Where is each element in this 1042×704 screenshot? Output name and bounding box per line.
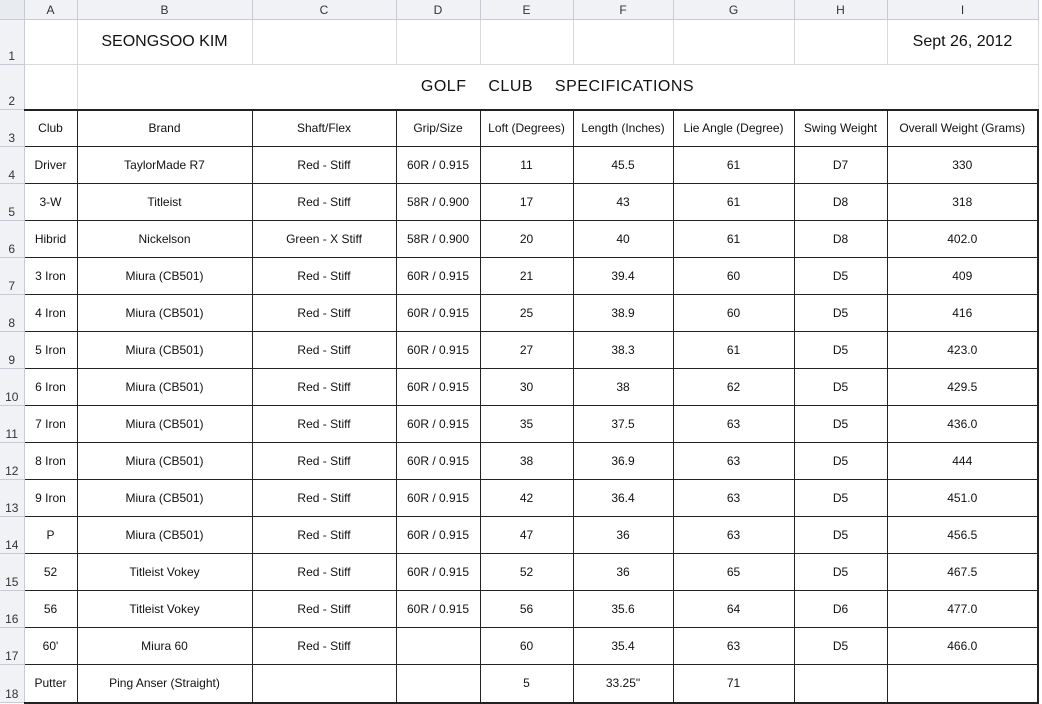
cell-swing-weight[interactable]: D5	[794, 554, 887, 591]
cell-loft[interactable]: 21	[480, 258, 573, 295]
column-title-grip-size[interactable]: Grip/Size	[396, 110, 480, 147]
table-row	[0, 369, 1038, 406]
cell-club[interactable]: Putter	[24, 665, 77, 703]
cell-club[interactable]: 7 Iron	[24, 406, 77, 443]
cell-overall-weight[interactable]: 429.5	[887, 369, 1038, 406]
row-header-4[interactable]: 4	[0, 147, 24, 184]
column-title-loft[interactable]: Loft (Degrees)	[480, 110, 573, 147]
sheet-date[interactable]: Sept 26, 2012	[887, 20, 1038, 65]
cell-loft[interactable]: 38	[480, 443, 573, 480]
cell-brand[interactable]: Miura (CB501)	[77, 332, 252, 369]
cell-brand[interactable]: Miura (CB501)	[77, 517, 252, 554]
cell-shaft-flex[interactable]: Red - Stiff	[252, 295, 396, 332]
column-title-lie-angle[interactable]: Lie Angle (Degree)	[673, 110, 794, 147]
table-row	[0, 258, 1038, 295]
row-header-18[interactable]: 18	[0, 665, 24, 703]
cell-overall-weight[interactable]: 436.0	[887, 406, 1038, 443]
cell-length[interactable]: 38.9	[573, 295, 673, 332]
cell-length[interactable]: 33.25"	[573, 665, 673, 703]
column-title-shaft-flex[interactable]: Shaft/Flex	[252, 110, 396, 147]
cell-lie-angle[interactable]: 63	[673, 480, 794, 517]
cell-grip-size[interactable]: 60R / 0.915	[396, 295, 480, 332]
cell-loft[interactable]: 5	[480, 665, 573, 703]
row-header-9[interactable]: 9	[0, 332, 24, 369]
cell-club[interactable]: P	[24, 517, 77, 554]
cell-swing-weight[interactable]: D8	[794, 184, 887, 221]
cell-swing-weight[interactable]: D6	[794, 591, 887, 628]
cell-length[interactable]: 35.6	[573, 591, 673, 628]
cell-shaft-flex[interactable]: Red - Stiff	[252, 480, 396, 517]
cell-brand[interactable]: Titleist Vokey	[77, 554, 252, 591]
cell-overall-weight[interactable]: 416	[887, 295, 1038, 332]
cell-shaft-flex[interactable]: Green - X Stiff	[252, 221, 396, 258]
cell-grip-size[interactable]	[396, 628, 480, 665]
cell-length[interactable]: 40	[573, 221, 673, 258]
cell-empty[interactable]	[396, 20, 480, 65]
cell-overall-weight[interactable]: 402.0	[887, 221, 1038, 258]
cell-shaft-flex[interactable]: Red - Stiff	[252, 443, 396, 480]
cell-loft[interactable]: 17	[480, 184, 573, 221]
cell-overall-weight[interactable]	[887, 665, 1038, 703]
cell-grip-size[interactable]: 60R / 0.915	[396, 517, 480, 554]
row-header-1[interactable]: 1	[0, 20, 24, 65]
cell-club[interactable]: 60'	[24, 628, 77, 665]
column-header-b[interactable]: B	[77, 0, 252, 20]
cell-lie-angle[interactable]: 63	[673, 628, 794, 665]
row-header-17[interactable]: 17	[0, 628, 24, 665]
table-row	[0, 147, 1038, 184]
cell-brand[interactable]: Ping Anser (Straight)	[77, 665, 252, 703]
cell-club[interactable]: 3-W	[24, 184, 77, 221]
column-header-h[interactable]: H	[794, 0, 887, 20]
cell-swing-weight[interactable]	[794, 665, 887, 703]
cell-lie-angle[interactable]: 61	[673, 221, 794, 258]
table-row	[0, 665, 1038, 703]
cell-empty[interactable]	[673, 20, 794, 65]
cell-brand[interactable]: Miura (CB501)	[77, 443, 252, 480]
cell-empty[interactable]	[480, 20, 573, 65]
cell-lie-angle[interactable]: 61	[673, 332, 794, 369]
cell-empty[interactable]	[573, 20, 673, 65]
cell-length[interactable]: 36	[573, 554, 673, 591]
cell-lie-angle[interactable]: 63	[673, 406, 794, 443]
cell-loft[interactable]: 30	[480, 369, 573, 406]
cell-swing-weight[interactable]: D7	[794, 147, 887, 184]
column-header-row	[0, 0, 1038, 20]
row-header-11[interactable]: 11	[0, 406, 24, 443]
cell-loft[interactable]: 11	[480, 147, 573, 184]
cell-grip-size[interactable]: 60R / 0.915	[396, 369, 480, 406]
cell-a1[interactable]	[24, 20, 77, 65]
column-title-club[interactable]: Club	[24, 110, 77, 147]
cell-grip-size[interactable]: 60R / 0.915	[396, 554, 480, 591]
cell-shaft-flex[interactable]: Red - Stiff	[252, 591, 396, 628]
cell-loft[interactable]: 27	[480, 332, 573, 369]
cell-overall-weight[interactable]: 318	[887, 184, 1038, 221]
cell-swing-weight[interactable]: D5	[794, 258, 887, 295]
cell-brand[interactable]: Miura (CB501)	[77, 369, 252, 406]
cell-length[interactable]: 38	[573, 369, 673, 406]
cell-lie-angle[interactable]: 62	[673, 369, 794, 406]
cell-swing-weight[interactable]: D5	[794, 480, 887, 517]
column-header-d[interactable]: D	[396, 0, 480, 20]
cell-club[interactable]: 56	[24, 591, 77, 628]
cell-shaft-flex[interactable]: Red - Stiff	[252, 369, 396, 406]
cell-lie-angle[interactable]: 63	[673, 443, 794, 480]
cell-overall-weight[interactable]: 423.0	[887, 332, 1038, 369]
cell-overall-weight[interactable]: 466.0	[887, 628, 1038, 665]
cell-swing-weight[interactable]: D5	[794, 517, 887, 554]
cell-length[interactable]: 38.3	[573, 332, 673, 369]
column-header-i[interactable]: I	[887, 0, 1038, 20]
cell-swing-weight[interactable]: D5	[794, 406, 887, 443]
cell-loft[interactable]: 42	[480, 480, 573, 517]
cell-grip-size[interactable]: 60R / 0.915	[396, 443, 480, 480]
cell-brand[interactable]: Nickelson	[77, 221, 252, 258]
cell-length[interactable]: 36.4	[573, 480, 673, 517]
cell-lie-angle[interactable]: 61	[673, 147, 794, 184]
table-row	[0, 443, 1038, 480]
cell-club[interactable]: 9 Iron	[24, 480, 77, 517]
column-header-f[interactable]: F	[573, 0, 673, 20]
row-header-6[interactable]: 6	[0, 221, 24, 258]
cell-loft[interactable]: 25	[480, 295, 573, 332]
column-header-e[interactable]: E	[480, 0, 573, 20]
row-header-12[interactable]: 12	[0, 443, 24, 480]
table-row	[0, 221, 1038, 258]
cell-loft[interactable]: 52	[480, 554, 573, 591]
cell-grip-size[interactable]: 58R / 0.900	[396, 221, 480, 258]
cell-lie-angle[interactable]: 60	[673, 258, 794, 295]
owner-name[interactable]: SEONGSOO KIM	[77, 20, 252, 65]
cell-lie-angle[interactable]: 61	[673, 184, 794, 221]
cell-grip-size[interactable]: 60R / 0.915	[396, 480, 480, 517]
row-header-5[interactable]: 5	[0, 184, 24, 221]
sheet-row-1	[0, 20, 1038, 65]
column-title-swing-weight[interactable]: Swing Weight	[794, 110, 887, 147]
cell-length[interactable]: 36.9	[573, 443, 673, 480]
cell-club[interactable]: 6 Iron	[24, 369, 77, 406]
cell-swing-weight[interactable]: D5	[794, 295, 887, 332]
row-header-3[interactable]: 3	[0, 110, 24, 147]
cell-swing-weight[interactable]: D5	[794, 443, 887, 480]
table-row	[0, 480, 1038, 517]
cell-brand[interactable]: Miura (CB501)	[77, 258, 252, 295]
table-row	[0, 406, 1038, 443]
cell-shaft-flex[interactable]: Red - Stiff	[252, 406, 396, 443]
cell-length[interactable]: 37.5	[573, 406, 673, 443]
sheet-row-2	[0, 65, 1038, 110]
cell-grip-size[interactable]: 60R / 0.915	[396, 406, 480, 443]
cell-shaft-flex[interactable]: Red - Stiff	[252, 628, 396, 665]
cell-shaft-flex[interactable]: Red - Stiff	[252, 517, 396, 554]
cell-loft[interactable]: 47	[480, 517, 573, 554]
column-header-c[interactable]: C	[252, 0, 396, 20]
cell-brand[interactable]: Titleist Vokey	[77, 591, 252, 628]
table-row	[0, 295, 1038, 332]
cell-lie-angle[interactable]: 71	[673, 665, 794, 703]
row-header-10[interactable]: 10	[0, 369, 24, 406]
cell-overall-weight[interactable]: 409	[887, 258, 1038, 295]
row-header-7[interactable]: 7	[0, 258, 24, 295]
cell-club[interactable]: 3 Iron	[24, 258, 77, 295]
cell-grip-size[interactable]: 60R / 0.915	[396, 591, 480, 628]
cell-brand[interactable]: Miura 60	[77, 628, 252, 665]
cell-shaft-flex[interactable]: Red - Stiff	[252, 554, 396, 591]
cell-grip-size[interactable]: 58R / 0.900	[396, 184, 480, 221]
cell-loft[interactable]: 20	[480, 221, 573, 258]
cell-loft[interactable]: 56	[480, 591, 573, 628]
cell-empty[interactable]	[794, 20, 887, 65]
row-header-2[interactable]: 2	[0, 65, 24, 110]
cell-grip-size[interactable]: 60R / 0.915	[396, 332, 480, 369]
row-header-16[interactable]: 16	[0, 591, 24, 628]
row-header-13[interactable]: 13	[0, 480, 24, 517]
cell-club[interactable]: Driver	[24, 147, 77, 184]
table-row	[0, 517, 1038, 554]
cell-shaft-flex[interactable]	[252, 665, 396, 703]
cell-lie-angle[interactable]: 63	[673, 517, 794, 554]
row-header-8[interactable]: 8	[0, 295, 24, 332]
table-row	[0, 628, 1038, 665]
cell-length[interactable]: 35.4	[573, 628, 673, 665]
cell-brand[interactable]: Miura (CB501)	[77, 406, 252, 443]
column-title-brand[interactable]: Brand	[77, 110, 252, 147]
column-title-overall-weight[interactable]: Overall Weight (Grams)	[887, 110, 1038, 147]
column-header-g[interactable]: G	[673, 0, 794, 20]
cell-overall-weight[interactable]: 477.0	[887, 591, 1038, 628]
cell-swing-weight[interactable]: D5	[794, 332, 887, 369]
cell-club[interactable]: 5 Iron	[24, 332, 77, 369]
cell-overall-weight[interactable]: 456.5	[887, 517, 1038, 554]
cell-length[interactable]: 39.4	[573, 258, 673, 295]
select-all-corner[interactable]	[0, 0, 24, 20]
column-title-length[interactable]: Length (Inches)	[573, 110, 673, 147]
cell-shaft-flex[interactable]: Red - Stiff	[252, 147, 396, 184]
cell-shaft-flex[interactable]: Red - Stiff	[252, 258, 396, 295]
cell-swing-weight[interactable]: D5	[794, 369, 887, 406]
cell-club[interactable]: 8 Iron	[24, 443, 77, 480]
cell-a2[interactable]	[24, 65, 77, 110]
column-header-a[interactable]: A	[24, 0, 77, 20]
table-row	[0, 591, 1038, 628]
cell-grip-size[interactable]: 60R / 0.915	[396, 147, 480, 184]
cell-grip-size[interactable]	[396, 665, 480, 703]
cell-empty[interactable]	[252, 20, 396, 65]
cell-brand[interactable]: TaylorMade R7	[77, 147, 252, 184]
cell-club[interactable]: Hibrid	[24, 221, 77, 258]
table-header-row	[0, 110, 1038, 147]
cell-lie-angle[interactable]: 64	[673, 591, 794, 628]
cell-length[interactable]: 36	[573, 517, 673, 554]
cell-length[interactable]: 45.5	[573, 147, 673, 184]
cell-length[interactable]: 43	[573, 184, 673, 221]
cell-loft[interactable]: 60	[480, 628, 573, 665]
cell-overall-weight[interactable]: 444	[887, 443, 1038, 480]
sheet-title[interactable]: GOLF CLUB SPECIFICATIONS	[77, 65, 1038, 110]
cell-grip-size[interactable]: 60R / 0.915	[396, 258, 480, 295]
cell-shaft-flex[interactable]: Red - Stiff	[252, 332, 396, 369]
row-header-15[interactable]: 15	[0, 554, 24, 591]
cell-swing-weight[interactable]: D8	[794, 221, 887, 258]
cell-swing-weight[interactable]: D5	[794, 628, 887, 665]
cell-club[interactable]: 4 Iron	[24, 295, 77, 332]
cell-lie-angle[interactable]: 65	[673, 554, 794, 591]
cell-overall-weight[interactable]: 467.5	[887, 554, 1038, 591]
cell-brand[interactable]: Miura (CB501)	[77, 480, 252, 517]
cell-club[interactable]: 52	[24, 554, 77, 591]
row-header-14[interactable]: 14	[0, 517, 24, 554]
cell-lie-angle[interactable]: 60	[673, 295, 794, 332]
cell-overall-weight[interactable]: 330	[887, 147, 1038, 184]
cell-shaft-flex[interactable]: Red - Stiff	[252, 184, 396, 221]
cell-overall-weight[interactable]: 451.0	[887, 480, 1038, 517]
cell-brand[interactable]: Titleist	[77, 184, 252, 221]
table-row	[0, 332, 1038, 369]
cell-loft[interactable]: 35	[480, 406, 573, 443]
table-row	[0, 184, 1038, 221]
cell-brand[interactable]: Miura (CB501)	[77, 295, 252, 332]
table-row	[0, 554, 1038, 591]
